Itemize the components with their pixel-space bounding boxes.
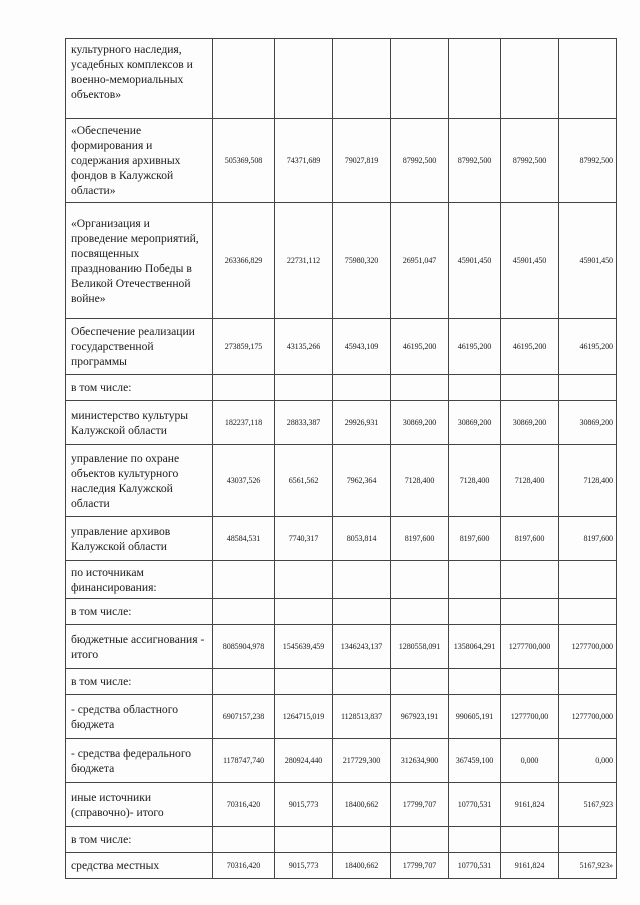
value-cell: 1178747,740 <box>213 739 275 783</box>
table-row <box>66 203 617 319</box>
value-cell: 312634,900 <box>391 739 449 783</box>
value-cell: 7128,400 <box>559 445 617 517</box>
value-cell <box>391 39 449 119</box>
row-label: в том числе: <box>66 669 213 695</box>
value-cell <box>333 561 391 599</box>
budget-table <box>65 38 617 879</box>
value-cell: 1280558,091 <box>391 625 449 669</box>
value-cell <box>391 561 449 599</box>
value-cell: 8053,814 <box>333 517 391 561</box>
value-cell: 70316,420 <box>213 783 275 827</box>
value-cell <box>559 39 617 119</box>
value-cell <box>275 599 333 625</box>
value-cell <box>449 669 501 695</box>
row-label: «Обеспечение формирования и содержания архивных фондов в Калужской области» <box>66 119 213 203</box>
value-cell: 9015,773 <box>275 783 333 827</box>
value-cell: 30869,200 <box>559 401 617 445</box>
value-cell <box>333 827 391 853</box>
row-label: министерство культуры Калужской области <box>66 401 213 445</box>
value-cell: 7128,400 <box>501 445 559 517</box>
value-cell <box>501 599 559 625</box>
value-cell: 8085904,978 <box>213 625 275 669</box>
value-cell: 10770,531 <box>449 853 501 879</box>
table-row <box>66 561 617 599</box>
value-cell: 46195,200 <box>501 319 559 375</box>
value-cell: 1264715,019 <box>275 695 333 739</box>
value-cell <box>213 39 275 119</box>
value-cell: 45901,450 <box>449 203 501 319</box>
value-cell: 8197,600 <box>559 517 617 561</box>
value-cell: 1545639,459 <box>275 625 333 669</box>
value-cell: 30869,200 <box>391 401 449 445</box>
value-cell: 0,000 <box>501 739 559 783</box>
value-cell: 0,000 <box>559 739 617 783</box>
value-cell: 18400,662 <box>333 783 391 827</box>
value-cell: 1277700,000 <box>559 625 617 669</box>
row-label: Обеспечение реализации государственной программы <box>66 319 213 375</box>
value-cell: 7128,400 <box>449 445 501 517</box>
value-cell: 9015,773 <box>275 853 333 879</box>
value-cell <box>333 39 391 119</box>
value-cell <box>275 375 333 401</box>
table-row <box>66 375 617 401</box>
value-cell <box>213 669 275 695</box>
row-label: «Организация и проведение мероприятий, посвященных празднованию Победы в Великой Отечественной войне» <box>66 203 213 319</box>
value-cell: 87992,500 <box>391 119 449 203</box>
row-label: - средства федерального бюджета <box>66 739 213 783</box>
value-cell <box>449 561 501 599</box>
value-cell: 1277700,000 <box>559 695 617 739</box>
value-cell: 990605,191 <box>449 695 501 739</box>
value-cell <box>391 669 449 695</box>
value-cell <box>449 827 501 853</box>
row-label: управление по охране объектов культурного наследия Калужской области <box>66 445 213 517</box>
value-cell: 8197,600 <box>501 517 559 561</box>
value-cell <box>275 827 333 853</box>
value-cell <box>213 599 275 625</box>
table-row <box>66 39 617 119</box>
value-cell: 28833,387 <box>275 401 333 445</box>
value-cell: 22731,112 <box>275 203 333 319</box>
value-cell <box>501 561 559 599</box>
value-cell: 263366,829 <box>213 203 275 319</box>
value-cell: 46195,200 <box>449 319 501 375</box>
value-cell: 17799,707 <box>391 783 449 827</box>
value-cell: 273859,175 <box>213 319 275 375</box>
value-cell: 79027,819 <box>333 119 391 203</box>
value-cell: 30869,200 <box>501 401 559 445</box>
value-cell: 74371,689 <box>275 119 333 203</box>
value-cell: 46195,200 <box>559 319 617 375</box>
value-cell: 7740,317 <box>275 517 333 561</box>
row-label: культурного наследия, усадебных комплексов и военно-мемориальных объектов» <box>66 39 213 119</box>
value-cell: 43037,526 <box>213 445 275 517</box>
value-cell <box>275 39 333 119</box>
value-cell: 8197,600 <box>391 517 449 561</box>
value-cell: 30869,200 <box>449 401 501 445</box>
value-cell <box>501 669 559 695</box>
value-cell: 1277700,000 <box>501 625 559 669</box>
value-cell: 46195,200 <box>391 319 449 375</box>
value-cell: 87992,500 <box>501 119 559 203</box>
value-cell <box>213 827 275 853</box>
value-cell: 1277700,00 <box>501 695 559 739</box>
value-cell: 9161,824 <box>501 783 559 827</box>
value-cell <box>391 599 449 625</box>
value-cell <box>501 375 559 401</box>
value-cell: 7962,364 <box>333 445 391 517</box>
value-cell: 17799,707 <box>391 853 449 879</box>
value-cell <box>559 827 617 853</box>
value-cell: 45901,450 <box>501 203 559 319</box>
value-cell: 1358064,291 <box>449 625 501 669</box>
value-cell <box>449 375 501 401</box>
value-cell: 29926,931 <box>333 401 391 445</box>
value-cell: 45943,109 <box>333 319 391 375</box>
row-label: по источникам финансирования: <box>66 561 213 599</box>
value-cell: 87992,500 <box>559 119 617 203</box>
value-cell <box>333 599 391 625</box>
table-row <box>66 853 617 879</box>
row-label: - средства областного бюджета <box>66 695 213 739</box>
table-row <box>66 827 617 853</box>
value-cell <box>449 39 501 119</box>
value-cell <box>449 599 501 625</box>
value-cell <box>275 669 333 695</box>
value-cell: 87992,500 <box>449 119 501 203</box>
row-label: иные источники (справочно)- итого <box>66 783 213 827</box>
value-cell: 43135,266 <box>275 319 333 375</box>
value-cell: 70316,420 <box>213 853 275 879</box>
value-cell <box>559 375 617 401</box>
row-label: бюджетные ассигнования - итого <box>66 625 213 669</box>
value-cell <box>333 375 391 401</box>
value-cell: 6907157,238 <box>213 695 275 739</box>
value-cell: 26951,047 <box>391 203 449 319</box>
value-cell <box>501 827 559 853</box>
value-cell: 967923,191 <box>391 695 449 739</box>
value-cell <box>559 669 617 695</box>
row-label: в том числе: <box>66 827 213 853</box>
value-cell: 1346243,137 <box>333 625 391 669</box>
value-cell <box>559 599 617 625</box>
table-row <box>66 119 617 203</box>
value-cell: 6561,562 <box>275 445 333 517</box>
table-row <box>66 739 617 783</box>
row-label: в том числе: <box>66 375 213 401</box>
value-cell: 48584,531 <box>213 517 275 561</box>
table-row <box>66 401 617 445</box>
row-label: управление архивов Калужской области <box>66 517 213 561</box>
value-cell: 217729,300 <box>333 739 391 783</box>
table-row <box>66 783 617 827</box>
value-cell: 367459,100 <box>449 739 501 783</box>
table-row <box>66 445 617 517</box>
value-cell <box>333 669 391 695</box>
value-cell <box>559 561 617 599</box>
value-cell <box>391 375 449 401</box>
row-label: средства местных <box>66 853 213 879</box>
value-cell <box>391 827 449 853</box>
value-cell <box>213 375 275 401</box>
value-cell: 75980,320 <box>333 203 391 319</box>
table-row <box>66 517 617 561</box>
table-row <box>66 625 617 669</box>
value-cell: 5167,923 <box>559 783 617 827</box>
table-row <box>66 695 617 739</box>
table-row <box>66 319 617 375</box>
value-cell: 7128,400 <box>391 445 449 517</box>
value-cell: 10770,531 <box>449 783 501 827</box>
table-row <box>66 599 617 625</box>
table-row <box>66 669 617 695</box>
value-cell <box>501 39 559 119</box>
value-cell: 8197,600 <box>449 517 501 561</box>
value-cell: 18400,662 <box>333 853 391 879</box>
value-cell: 280924,440 <box>275 739 333 783</box>
value-cell: 9161,824 <box>501 853 559 879</box>
value-cell <box>213 561 275 599</box>
value-cell: 505369,508 <box>213 119 275 203</box>
value-cell <box>275 561 333 599</box>
value-cell: 182237,118 <box>213 401 275 445</box>
value-cell: 5167,923» <box>559 853 617 879</box>
value-cell: 1128513,837 <box>333 695 391 739</box>
value-cell: 45901,450 <box>559 203 617 319</box>
row-label: в том числе: <box>66 599 213 625</box>
